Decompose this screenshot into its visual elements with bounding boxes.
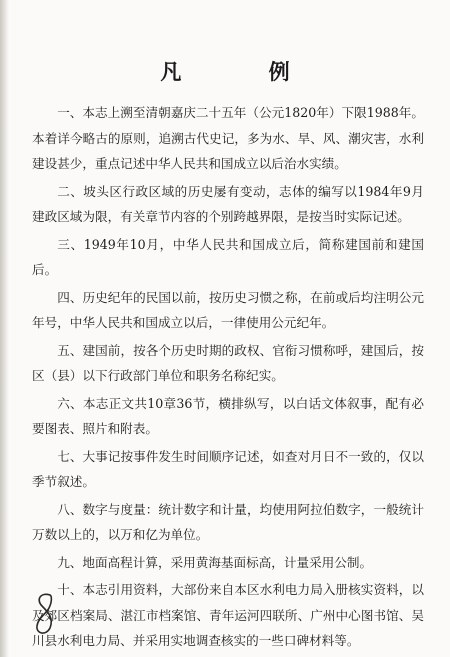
body-text <box>32 100 424 656</box>
handwritten-page-number <box>30 590 60 638</box>
page-title: 凡 例 <box>160 59 330 84</box>
paragraph-7: 七、大事记按事件发生时间顺序记述，如查对月日不一致的，仅以季节叙述。 <box>32 448 424 489</box>
page-number-stroke <box>37 594 51 633</box>
paragraph-9: 九、地面高程计算，采用黄海基面标高，计量采用公制。 <box>57 554 373 570</box>
paragraph-2: 二、坡头区行政区域的历史屡有变动，志体的编写以1984年9月建政区域为限，有关章节内容的个别跨越界限，是按当时实际记述。 <box>32 183 424 224</box>
paragraph-3: 三、1949年10月，中华人民共和国成立后，简称建国前和建国后。 <box>32 236 424 277</box>
paragraph-1: 一、本志上溯至清朝嘉庆二十五年（公元1820年）下限1988年。本着详今略古的原则，追溯古代史记，多为水、旱、风、潮灾害，水利建设甚少，重点记述中华人民共和国成立以后治水实绩。 <box>32 105 424 171</box>
paragraph-6: 六、本志正文共10章36节，横排纵写，以白话文体叙事，配有必要图表、照片和附表。 <box>32 395 424 436</box>
scan-edge-shadow <box>0 0 9 657</box>
paragraph-8: 八、数字与度量：统计数字和计量，均使用阿拉伯数字，一般统计万数以上的，以万和亿为单位。 <box>32 501 424 542</box>
paragraph-5: 五、建国前，按各个历史时期的政权、官衔习惯称呼，建国后，按区（县）以下行政部门单位和职务名称纪实。 <box>32 342 424 383</box>
paragraph-10: 十、本志引用资料，大部份来自本区水利电力局入册核实资料，以及郊区档案局、湛江市档案馆、青年运河四联所、广州中心图书馆、吴川县水利电力局、并采用实地调查核实的一些口碑材料等。 <box>32 582 424 648</box>
paragraph-4: 四、历史纪年的民国以前，按历史习惯之称，在前或后均注明公元年号，中华人民共和国成立以后，一律使用公元纪年。 <box>32 289 424 330</box>
